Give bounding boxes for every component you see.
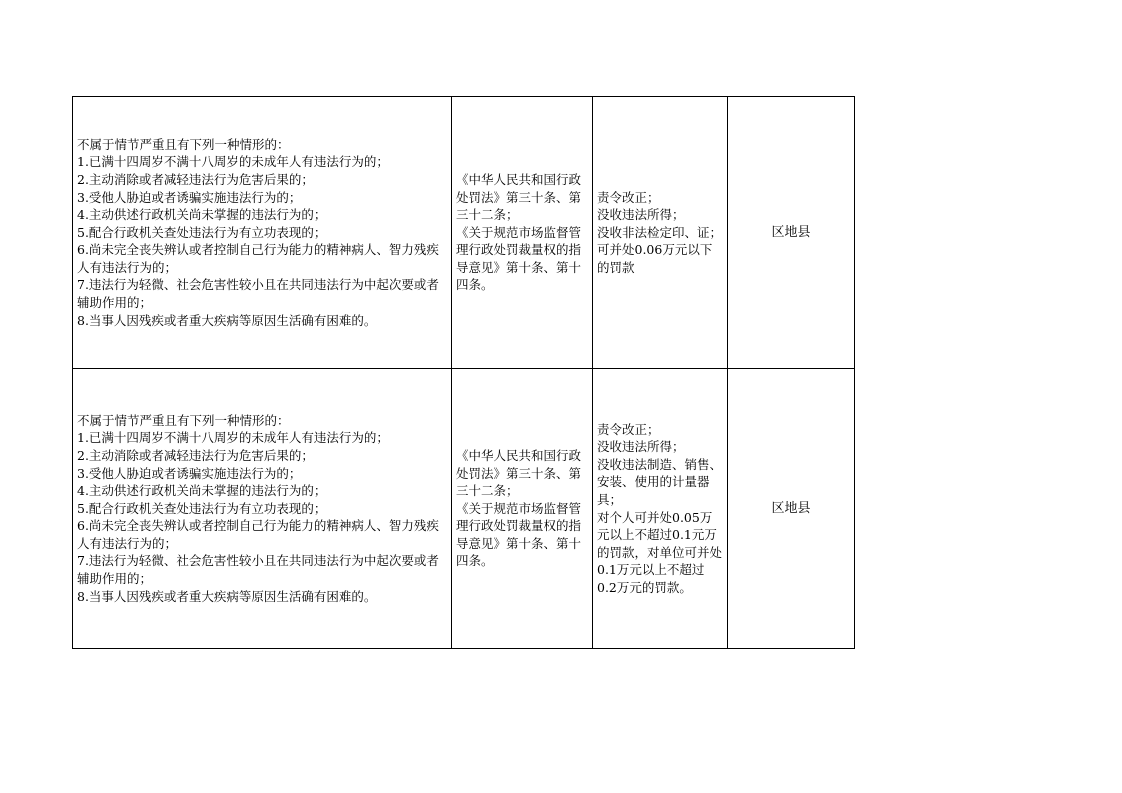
jurisdiction-cell xyxy=(728,97,855,369)
penalty-text: 责令改正； 没收违法所得； 没收非法检定印、证； 可并处0.06万元以下的罚款 xyxy=(597,189,723,275)
table-row xyxy=(73,97,855,369)
legal-basis-cell xyxy=(452,97,593,369)
penalty-discretion-table xyxy=(72,96,855,649)
legal-basis-cell xyxy=(452,369,593,649)
table-row xyxy=(73,369,855,649)
penalty-cell xyxy=(593,97,728,369)
circumstances-text: 不属于情节严重且有下列一种情形的： 1.已满十四周岁不满十八周岁的未成年人有违法行为的； 2.主动消除或者减轻违法行为危害后果的； 3.受他人胁迫或者诱骗实施违法行为的； 4.主动供述行政机关尚未掌握的违法行为的； 5.配合行政机关查处违法行为有立功表现的； 6.尚未完全丧失辨认或者控制自己行为能力的精神病人、智力残疾人有违法行为的； 7.违法行为轻微、社会危害性较小且在共同违法行为中起次要或者辅助作用的； 8.当事人因残疾或者重大疾病等原因生活确有困难的。 xyxy=(77,136,439,328)
penalty-cell xyxy=(593,369,728,649)
circumstances-cell xyxy=(73,369,452,649)
penalty-text: 责令改正； 没收违法所得； 没收违法制造、销售、安装、使用的计量器具； 对个人可并处0.05万元以上不超过0.1元万的罚款，对单位可并处0.1万元以上不超过0.2万元的罚款。 xyxy=(597,421,723,595)
legal-basis-text: 《中华人民共和国行政处罚法》第三十条、第三十二条； 《关于规范市场监督管理行政处罚裁量权的指导意见》第十条、第十四条。 xyxy=(456,447,582,569)
circumstances-text: 不属于情节严重且有下列一种情形的： 1.已满十四周岁不满十八周岁的未成年人有违法行为的； 2.主动消除或者减轻违法行为危害后果的； 3.受他人胁迫或者诱骗实施违法行为的； 4.主动供述行政机关尚未掌握的违法行为的； 5.配合行政机关查处违法行为有立功表现的； 6.尚未完全丧失辨认或者控制自己行为能力的精神病人、智力残疾人有违法行为的； 7.违法行为轻微、社会危害性较小且在共同违法行为中起次要或者辅助作用的； 8.当事人因残疾或者重大疾病等原因生活确有困难的。 xyxy=(77,412,439,604)
jurisdiction-text: 区地县 xyxy=(771,224,811,240)
legal-basis-text: 《中华人民共和国行政处罚法》第三十条、第三十二条； 《关于规范市场监督管理行政处罚裁量权的指导意见》第十条、第十四条。 xyxy=(456,171,582,293)
jurisdiction-text: 区地县 xyxy=(771,500,811,516)
circumstances-cell xyxy=(73,97,452,369)
jurisdiction-cell xyxy=(728,369,855,649)
